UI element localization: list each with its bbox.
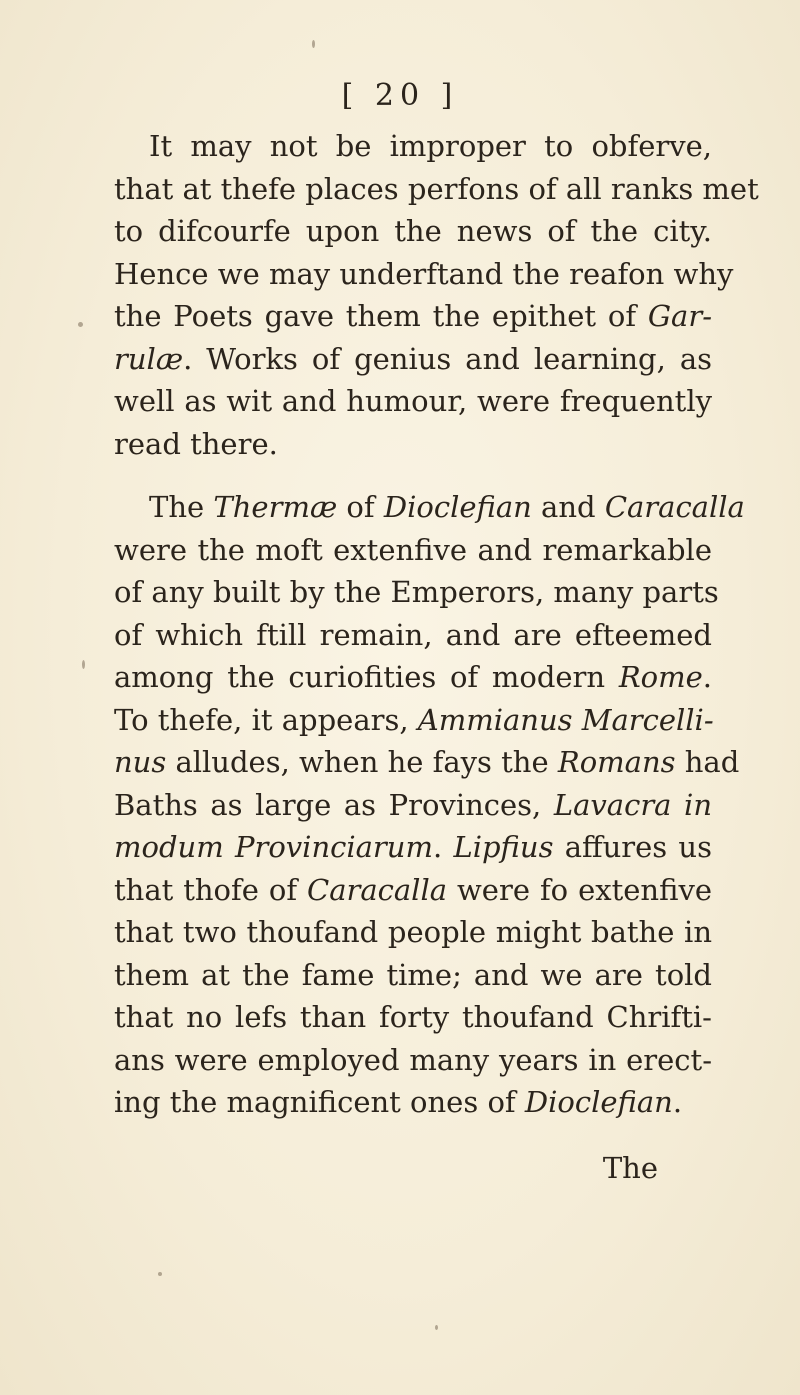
text-segment: ing the magnificent ones of (114, 1085, 525, 1119)
paragraph-2 (114, 486, 745, 1124)
text-segment: Baths as large as Provinces, (114, 787, 554, 822)
text-segment: of (337, 490, 384, 524)
text-segment: them at the fame time; and we are told (114, 957, 712, 992)
text-line (114, 869, 712, 912)
text-line (114, 423, 712, 466)
ink-speck (82, 660, 85, 669)
italic-segment: Lipfius (453, 830, 554, 864)
text-line (114, 784, 712, 827)
text-segment: that two thoufand people might bathe in (114, 915, 712, 949)
italic-segment: Romans (557, 745, 676, 779)
text-line (114, 954, 712, 997)
italic-segment: nus (114, 745, 167, 779)
text-line (114, 168, 759, 211)
italic-segment: rulæ (114, 341, 184, 376)
ink-speck (435, 1325, 438, 1330)
italic-segment: Thermæ (213, 490, 338, 524)
text-segment: the Poets gave them the epithet of (114, 299, 648, 333)
paragraph-1 (114, 125, 759, 465)
text-line (114, 826, 712, 869)
text-line (114, 1081, 712, 1124)
ink-speck (158, 1272, 162, 1276)
italic-segment: Rome (618, 660, 703, 694)
text-line (114, 656, 712, 699)
text-line (114, 911, 712, 954)
ink-speck (312, 40, 315, 48)
text-segment: alludes, when he fays the (166, 745, 558, 779)
italic-segment: Caracalla (307, 872, 448, 907)
text-segment: that at thefe places perfons of all ranks met (114, 171, 759, 206)
text-line (114, 338, 712, 381)
italic-segment: Lavacra in (553, 787, 712, 822)
text-segment: Hence we may underftand the reafon why (114, 256, 734, 291)
text-line (114, 295, 712, 338)
text-segment: well as wit and humour, were frequently (114, 384, 712, 418)
catchword: The (602, 1151, 658, 1185)
italic-segment: Dioclefian (383, 490, 532, 524)
text-segment: of any built by the Emperors, many parts (114, 575, 719, 609)
text-segment: were fo extenfive (447, 872, 712, 907)
text-segment: among the curiofities of modern (114, 660, 619, 694)
text-line (114, 125, 712, 168)
italic-segment: modum Provinciarum (114, 830, 433, 864)
italic-segment: Dioclefian (524, 1085, 673, 1119)
text-line (114, 253, 734, 296)
text-segment: that thofe of (114, 872, 308, 907)
text-segment: and (531, 490, 605, 524)
text-line (114, 571, 719, 614)
text-segment: to difcourfe upon the news of the city. (114, 214, 712, 248)
text-segment: had (675, 745, 740, 779)
text-line (114, 1039, 712, 1082)
text-segment: . Works of genius and learning, as (183, 341, 712, 376)
text-line (114, 210, 712, 253)
text-segment: read there. (114, 426, 278, 461)
text-segment: were the moft extenfive and remarkable (114, 532, 712, 567)
text-line (114, 996, 712, 1039)
text-line (114, 699, 712, 742)
text-segment: . (432, 830, 454, 864)
text-segment: . (702, 660, 712, 694)
text-line (114, 380, 712, 423)
text-segment: ans were employed many years in erect- (114, 1042, 712, 1077)
text-segment: The (149, 490, 214, 524)
text-segment: It may not be improper to obferve, (149, 129, 712, 163)
italic-segment: Ammianus Marcelli- (417, 702, 714, 737)
ink-speck (78, 322, 83, 327)
text-line (114, 486, 745, 529)
italic-segment: Caracalla (604, 490, 745, 524)
text-segment: . (672, 1085, 683, 1119)
text-line (114, 529, 712, 572)
text-line (114, 741, 740, 784)
page-number: [ 20 ] (341, 78, 459, 113)
text-segment: affures us (553, 830, 712, 864)
text-line (114, 614, 712, 657)
text-segment: of which ftill remain, and are efteemed (114, 617, 712, 652)
text-segment: To thefe, it appears, (114, 702, 418, 737)
text-segment: that no lefs than forty thoufand Chrifti- (114, 1000, 712, 1034)
italic-segment: Gar- (647, 299, 712, 333)
